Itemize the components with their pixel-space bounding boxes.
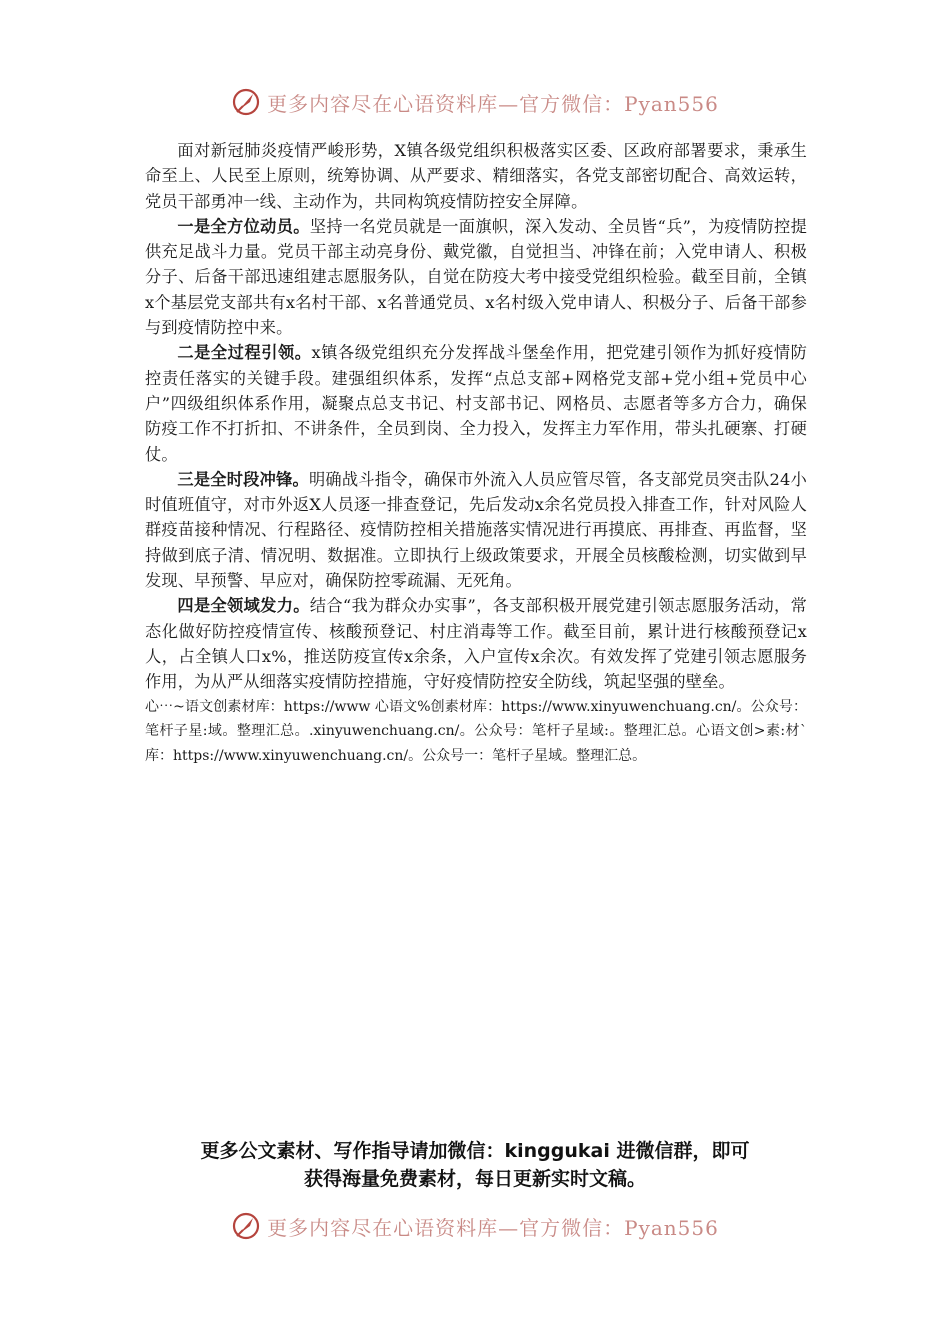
section-lead: 四是全领域发力。 <box>177 596 310 616</box>
footer-banner <box>0 1206 950 1246</box>
section-lead: 一是全方位动员。 <box>177 216 310 236</box>
watermark-note: 心⋯~语文创素材库：https://www 心语文%创素材库：https://www.xinyuwenchuang.cn/。公众号：笔杆子星:域。整理汇总。.xinyuwenchuang.cn/。公众号：笔杆子星域:。整理汇总。心语文创>素:材`库：https://www.xinyuwenchuang.cn/。公众号一：笔杆子星域。整理汇总。 <box>145 698 807 764</box>
section-paragraph <box>145 593 807 694</box>
section-paragraph <box>145 340 807 466</box>
header-banner-text: 更多内容尽在心语资料库—官方微信：Pyan556 <box>267 91 719 116</box>
section-body: 结合“我为群众办实事”，各支部积极开展党建引领志愿服务活动，常态化做好防控疫情宣传、核酸预登记、村庄消毒等工作。截至目前，累计进行核酸预登记x人，占全镇人口x%，推送防疫宣传x余条，入户宣传x余次。有效发挥了党建引领志愿服务作用，为从严从细落实疫情防控措施，守好疫情防控安全防线，筑起坚强的壁垒。 <box>145 596 807 692</box>
section-body: x镇各级党组织充分发挥战斗堡垒作用，把党建引领作为抓好疫情防控责任落实的关键手段。建强组织体系，发挥“点总支部+网格党支部+党小组+党员中心户”四级组织体系作用，凝聚点总支书记、村支部书记、网格员、志愿者等多方合力，确保防疫工作不打折扣、不讲条件，全员到岗、全力投入，发挥主力军作用，带头扎硬寨、打硬仗。 <box>145 343 807 464</box>
footer-banner-text: 更多内容尽在心语资料库—官方微信：Pyan556 <box>267 1215 719 1240</box>
section-paragraph <box>145 214 807 340</box>
section-lead: 三是全时段冲锋。 <box>177 469 309 489</box>
quill-logo-icon <box>231 1211 261 1241</box>
quill-logo-icon <box>231 87 261 117</box>
section-body: 坚持一名党员就是一面旗帜，深入发动、全员皆“兵”，为疫情防控提供充足战斗力量。党员干部主动亮身份、戴党徽，自觉担当、冲锋在前；入党申请人、积极分子、后备干部迅速组建志愿服务队，自觉在防疫大考中接受党组织检验。截至目前，全镇x个基层党支部共有x名村干部、x名普通党员、x名村级入党申请人、积极分子、后备干部参与到疫情防控中来。 <box>145 216 807 338</box>
promo-line-2: 获得海量免费素材，每日更新实时文稿。 <box>303 1168 646 1190</box>
section-body: 明确战斗指令，确保市外流入人员应管尽管，各支部党员突击队24小时值班值守，对市外返X人员逐一排查登记，先后发动x余名党员投入排查工作，针对风险人群疫苗接种情况、行程路径、疫情防控相关措施落实情况进行再摸底、再排查、再监督，坚持做到底子清、情况明、数据准。立即执行上级政策要求，开展全员核酸检测，切实做到早发现、早预警、早应对，确保防控零疏漏、无死角。 <box>145 469 807 591</box>
section-lead: 二是全过程引领。 <box>177 343 312 363</box>
document-body <box>145 138 807 768</box>
promo-text <box>0 1137 950 1193</box>
header-banner <box>0 82 950 122</box>
promo-line-1: 更多公文素材、写作指导请加微信：kinggukai 进微信群，即可 <box>200 1140 750 1162</box>
section-paragraph <box>145 467 807 593</box>
intro-paragraph: 面对新冠肺炎疫情严峻形势，X镇各级党组织积极落实区委、区政府部署要求，秉承生命至上、人民至上原则，统筹协调、从严要求、精细落实，各党支部密切配合、高效运转，党员干部勇冲一线、主动作为，共同构筑疫情防控安全屏障。 <box>145 141 807 211</box>
